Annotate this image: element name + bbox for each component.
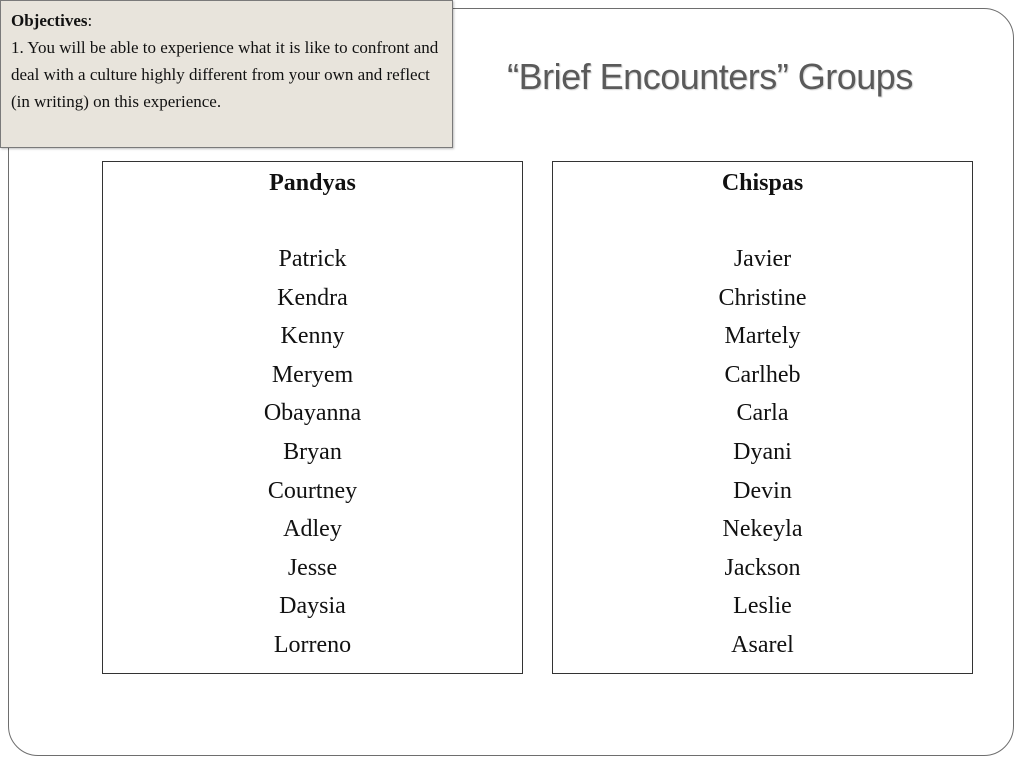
list-item: Bryan — [283, 438, 342, 465]
group-box-pandyas — [102, 161, 523, 674]
objectives-colon: : — [87, 11, 93, 30]
list-item: Jesse — [287, 554, 338, 581]
list-item: Dyani — [733, 438, 792, 465]
list-item: Leslie — [733, 593, 792, 620]
list-item: Meryem — [271, 361, 354, 388]
member-list-pandyas — [103, 240, 522, 665]
list-item: Adley — [283, 516, 342, 543]
group-heading-chispas: Chispas — [721, 170, 804, 196]
group-spacer — [103, 202, 522, 240]
list-item: Lorreno — [273, 631, 352, 658]
list-item: Carla — [736, 400, 789, 427]
list-item: Jackson — [724, 554, 801, 581]
list-item: Javier — [733, 246, 792, 272]
list-item: Nekeyla — [722, 516, 803, 543]
list-item: Martely — [724, 323, 801, 350]
list-item: Patrick — [278, 246, 347, 272]
list-item: Christine — [718, 284, 807, 311]
list-item: Obayanna — [263, 400, 362, 427]
list-item: Carlheb — [724, 361, 801, 388]
group-heading-pandyas: Pandyas — [269, 170, 356, 196]
group-spacer — [553, 202, 972, 240]
list-item: Kendra — [277, 284, 348, 311]
group-box-chispas — [552, 161, 973, 674]
list-item: Courtney — [267, 477, 358, 504]
list-item: Kenny — [280, 323, 345, 350]
objectives-box — [0, 0, 453, 148]
slide-title: “Brief Encounters” Groups — [507, 56, 913, 97]
list-item: Daysia — [279, 593, 346, 620]
objective-item-1: 1. You will be able to experience what it is like to confront and deal with a culture highly different from your own and reflect (in writing) on this experience. — [11, 38, 439, 111]
list-item: Asarel — [731, 631, 794, 658]
list-item: Devin — [733, 477, 792, 504]
objectives-heading: Objectives — [11, 11, 88, 30]
member-list-chispas — [553, 240, 972, 665]
